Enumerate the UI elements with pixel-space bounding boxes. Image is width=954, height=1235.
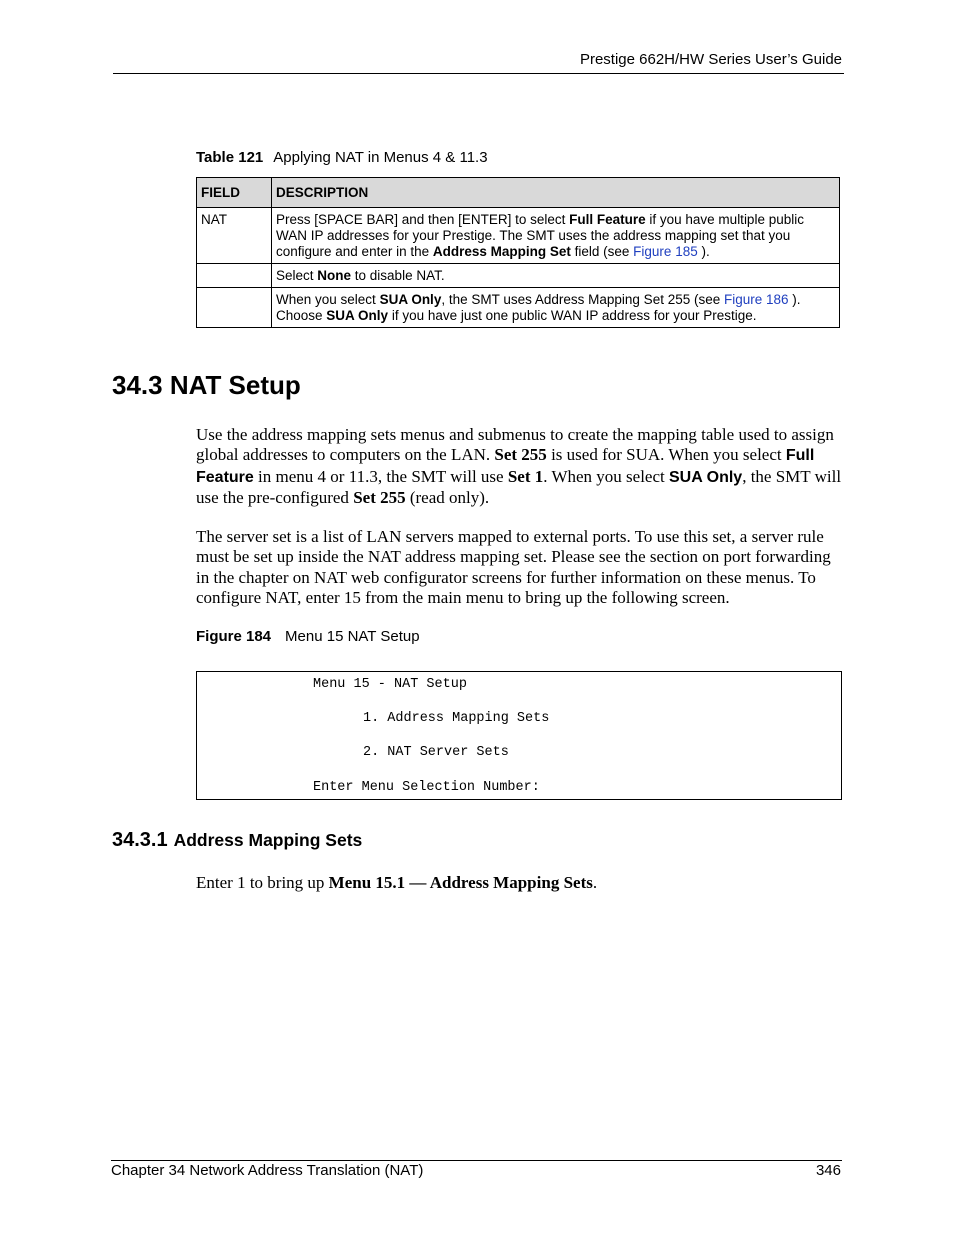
bold-term: SUA Only — [326, 308, 389, 323]
paragraph-address-mapping: Use the address mapping sets menus and submenus to create the mapping table used to assign global addresses to computers on the LAN. Set 255 is used for SUA. When you select Full Feature in menu 4 or 11.3, the SMT will use Set 1. When you select SUA Only, the SMT will use the pre-configured Set 255 (read only). — [196, 425, 842, 507]
figure-caption — [196, 628, 420, 645]
description-cell: When you select SUA Only, the SMT uses Address Mapping Set 255 (see Figure 186 ). Choose SUA Only if you have just one public WAN IP address for your Prestige. — [272, 288, 840, 328]
bold-term: Set 255 — [353, 487, 406, 507]
bold-term: Set 1 — [507, 466, 544, 486]
bold-term: Menu 15.1 — Address Mapping Sets — [328, 873, 593, 892]
table-label: Table 121 — [196, 149, 264, 166]
figure-caption-text: Menu 15 NAT Setup — [285, 628, 420, 645]
description-cell: Select None to disable NAT. — [272, 264, 840, 288]
column-header-description: DESCRIPTION — [272, 178, 840, 208]
bold-term: SUA Only — [379, 292, 442, 307]
footer-chapter: Chapter 34 Network Address Translation (NAT) — [111, 1162, 424, 1179]
paragraph-enter-menu: Enter 1 to bring up Menu 15.1 — Address Mapping Sets. — [196, 873, 598, 892]
figure-link[interactable]: Figure 186 — [723, 292, 789, 307]
bold-term: None — [317, 268, 352, 283]
menu-option-address-mapping-sets: 1. Address Mapping Sets — [363, 711, 550, 726]
figure-label: Figure 184 — [196, 628, 272, 645]
table-row — [197, 288, 840, 328]
figure-link[interactable]: Figure 185 — [633, 244, 698, 259]
footer-page-number: 346 — [815, 1162, 841, 1179]
table-header-row — [197, 178, 840, 208]
bold-term: Address Mapping Set — [432, 244, 571, 259]
header-rule — [113, 73, 844, 74]
nat-table — [196, 177, 840, 328]
table-row — [197, 208, 840, 264]
table-caption-text: Applying NAT in Menus 4 & 11.3 — [273, 149, 488, 166]
subsection-title — [112, 825, 362, 853]
menu-title-line: Menu 15 - NAT Setup — [313, 677, 467, 692]
column-header-field: FIELD — [197, 178, 272, 208]
smt-menu-screen — [196, 671, 842, 800]
menu-prompt-line: Enter Menu Selection Number: — [313, 780, 540, 795]
field-cell — [197, 264, 272, 288]
ui-term: Full Feature — [196, 447, 815, 486]
subsection-title-text: Address Mapping Sets — [173, 830, 363, 850]
field-cell: NAT — [197, 208, 272, 264]
header-guide-title: Prestige 662H/HW Series User’s Guide — [579, 51, 842, 68]
ui-term: SUA Only — [669, 468, 743, 486]
bold-term: Full Feature — [569, 212, 646, 227]
paragraph-server-set: The server set is a list of LAN servers mapped to external ports. To use this set, a server rule must be set up inside the NAT address mapping set. Please see the section on port forwarding in the chapter on NAT web configurator screens for further information on these menus. To configure NAT, enter 15 from the main menu to bring up the following screen. — [196, 527, 831, 607]
footer-rule — [111, 1160, 842, 1161]
subsection-number: 34.3.1 — [112, 829, 168, 851]
description-cell: Press [SPACE BAR] and then [ENTER] to select Full Feature if you have multiple public WAN IP addresses for your Prestige. The SMT uses the address mapping set that you configure and enter in the Address Mapping Set field (see Figure 185 ). — [272, 208, 840, 264]
bold-term: Set 255 — [494, 445, 547, 465]
section-title: 34.3 NAT Setup — [112, 370, 301, 400]
table-caption — [196, 149, 488, 166]
field-cell — [197, 288, 272, 328]
table-row — [197, 264, 840, 288]
menu-option-nat-server-sets: 2. NAT Server Sets — [363, 745, 509, 760]
